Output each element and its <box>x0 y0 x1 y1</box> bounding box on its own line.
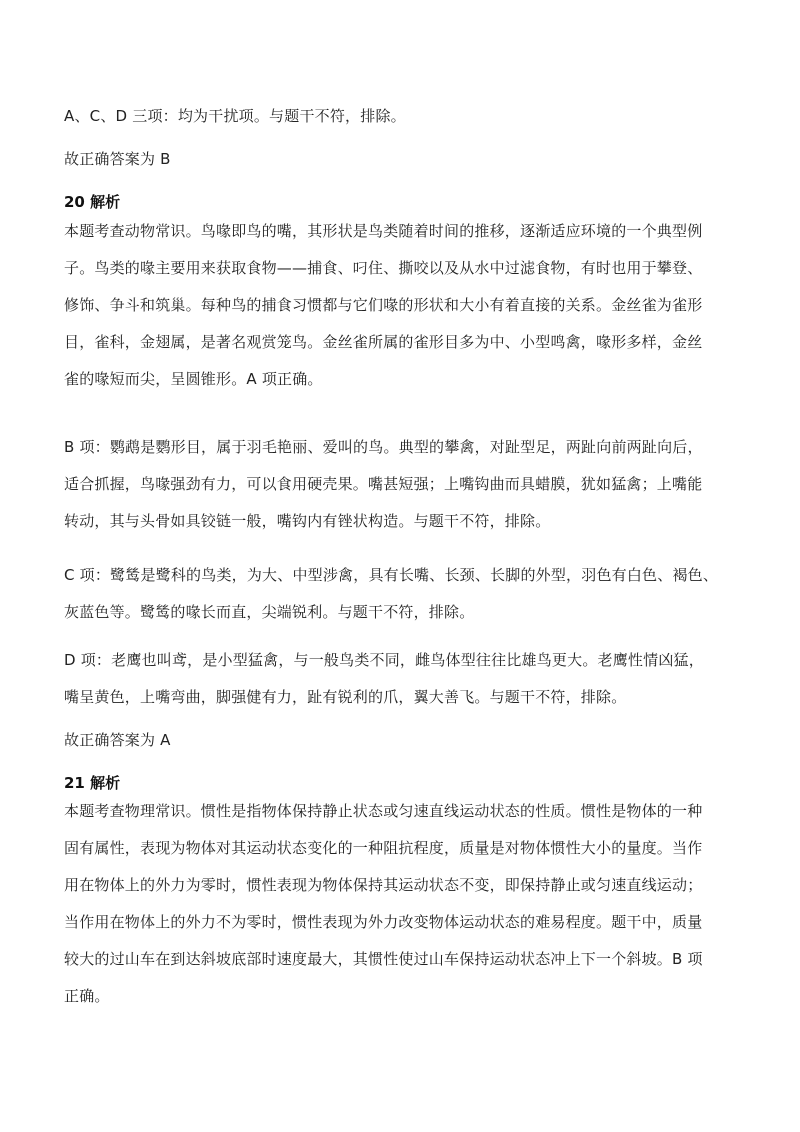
section-20-option-b <box>64 429 736 540</box>
section-20-option-c <box>64 557 736 631</box>
section-20-intro <box>64 213 736 398</box>
text-line: 固有属性，表现为物体对其运动状态变化的一种阻抗程度，质量是对物体惯性大小的量度。当作 <box>64 839 703 857</box>
text-line: 本题考查动物常识。鸟喙即鸟的嘴，其形状是鸟类随着时间的推移，逐渐适应环境的一个典型例 <box>64 222 703 240</box>
text-line: A、C、D 三项：均为干扰项。与题干不符，排除。 <box>64 107 406 125</box>
text-line: 雀的喙短而尖，呈圆锥形。A 项正确。 <box>64 370 323 388</box>
answer-line-b <box>64 141 736 178</box>
text-line: 较大的过山车在到达斜坡底部时速度最大，其惯性使过山车保持运动状态冲上下一个斜坡。B 项 <box>64 950 703 968</box>
heading-text: 20 解析 <box>64 193 121 211</box>
text-line: 本题考查物理常识。惯性是指物体保持静止状态或匀速直线运动状态的性质。惯性是物体的一种 <box>64 802 703 820</box>
paragraph-acd-distractors <box>64 98 736 135</box>
text-line: 灰蓝色等。鹭鸶的喙长而直，尖端锐利。与题干不符，排除。 <box>64 603 475 621</box>
section-21-heading <box>64 772 736 794</box>
text-line: D 项：老鹰也叫鸢，是小型猛禽，与一般鸟类不同，雌鸟体型往往比雄鸟更大。老鹰性情凶猛， <box>64 651 704 669</box>
section-20-answer <box>64 722 736 759</box>
text-line: 嘴呈黄色，上嘴弯曲，脚强健有力，趾有锐利的爪，翼大善飞。与题干不符，排除。 <box>64 688 627 706</box>
text-line: 正确。 <box>64 987 110 1005</box>
text-line: 故正确答案为 A <box>64 731 171 749</box>
section-20-option-d <box>64 642 736 716</box>
text-line: 修饰、争斗和筑巢。每种鸟的捕食习惯都与它们喙的形状和大小有着直接的关系。金丝雀为雀形 <box>64 296 703 314</box>
text-line: 用在物体上的外力为零时，惯性表现为物体保持其运动状态不变，即保持静止或匀速直线运动； <box>64 876 703 894</box>
text-line: C 项：鹭鸶是鹭科的鸟类，为大、中型涉禽，具有长嘴、长颈、长脚的外型，羽色有白色、褐色、 <box>64 566 719 584</box>
heading-text: 21 解析 <box>64 774 121 792</box>
text-line: 目，雀科，金翅属，是著名观赏笼鸟。金丝雀所属的雀形目多为中、小型鸣禽，喙形多样，金丝 <box>64 333 703 351</box>
text-line: B 项：鹦鹉是鹦形目，属于羽毛艳丽、爱叫的鸟。典型的攀禽，对趾型足，两趾向前两趾向后， <box>64 438 703 456</box>
text-line: 当作用在物体上的外力不为零时，惯性表现为外力改变物体运动状态的难易程度。题干中，质量 <box>64 913 703 931</box>
text-line: 故正确答案为 B <box>64 150 171 168</box>
text-line: 子。鸟类的喙主要用来获取食物——捕食、叼住、撕咬以及从水中过滤食物，有时也用于攀登、 <box>64 259 703 277</box>
section-20-heading <box>64 191 736 213</box>
section-21-intro <box>64 793 736 1015</box>
text-line: 适合抓握，鸟喙强劲有力，可以食用硬壳果。嘴甚短强；上嘴钩曲而具蜡膜，犹如猛禽；上嘴能 <box>64 475 703 493</box>
text-line: 转动，其与头骨如具铰链一般，嘴钩内有锉状构造。与题干不符，排除。 <box>64 512 551 530</box>
